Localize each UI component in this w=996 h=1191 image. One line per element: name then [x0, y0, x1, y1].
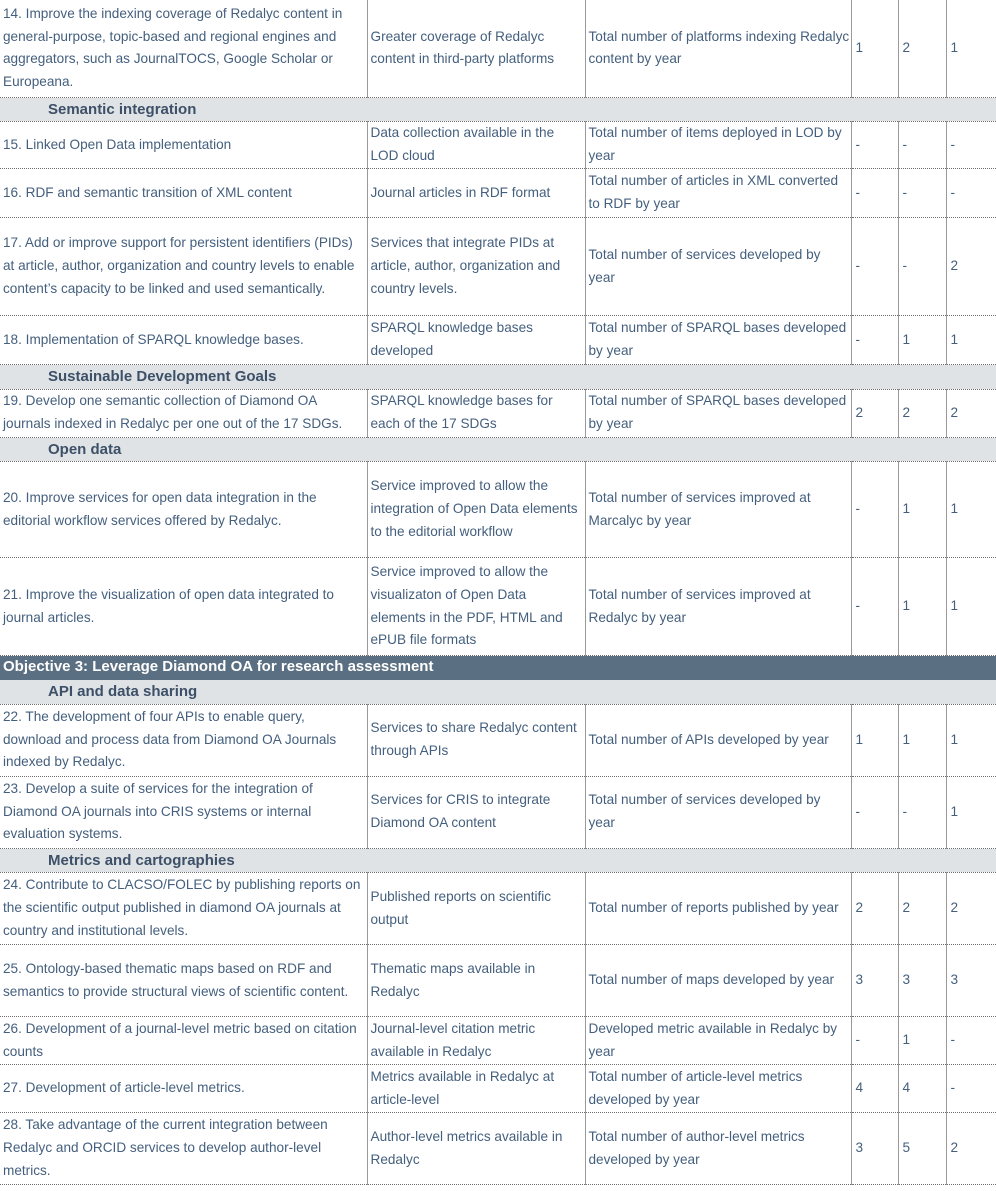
value-cell-year-1: - — [851, 1017, 898, 1065]
output-cell: Data collection available in the LOD cloud — [367, 122, 585, 169]
value-cell-year-3: 1 — [946, 704, 996, 776]
table-row — [0, 1017, 996, 1065]
value-cell-year-3: 1 — [946, 462, 996, 558]
table-row — [0, 1113, 996, 1185]
value-cell-year-3: - — [946, 1017, 996, 1065]
value-cell-year-3: 3 — [946, 945, 996, 1017]
section-title: Open data — [0, 437, 996, 462]
indicator-cell: Total number of reports published by year — [585, 873, 851, 945]
output-cell: Services that integrate PIDs at article, author, organization and country levels. — [367, 218, 585, 316]
activity-cell: 18. Implementation of SPARQL knowledge bases. — [0, 316, 367, 365]
value-cell-year-2: 2 — [898, 389, 946, 437]
table-row — [0, 169, 996, 218]
activity-cell: 28. Take advantage of the current integration between Redalyc and ORCID services to develop author-level metrics. — [0, 1113, 367, 1185]
activity-cell: 19. Develop one semantic collection of Diamond OA journals indexed in Redalyc per one out of the 17 SDGs. — [0, 389, 367, 437]
value-cell-year-3: 2 — [946, 873, 996, 945]
value-cell-year-1: - — [851, 776, 898, 848]
output-cell: Service improved to allow the integration of Open Data elements to the editorial workflow — [367, 462, 585, 558]
indicator-cell: Total number of SPARQL bases developed by year — [585, 389, 851, 437]
output-cell: Journal articles in RDF format — [367, 169, 585, 218]
indicator-cell: Total number of articles in XML converted to RDF by year — [585, 169, 851, 218]
value-cell-year-2: - — [898, 169, 946, 218]
table-row — [0, 218, 996, 316]
activity-cell: 14. Improve the indexing coverage of Redalyc content in general-purpose, topic-based and regional engines and aggregators, such as JournalTOCS, Google Scholar or Europeana. — [0, 0, 367, 97]
value-cell-year-2: 1 — [898, 462, 946, 558]
table-row — [0, 558, 996, 656]
output-cell: Journal-level citation metric available in Redalyc — [367, 1017, 585, 1065]
activity-cell: 23. Develop a suite of services for the integration of Diamond OA journals into CRIS systems or internal evaluation systems. — [0, 776, 367, 848]
value-cell-year-2: - — [898, 218, 946, 316]
value-cell-year-1: - — [851, 122, 898, 169]
section-header-row — [0, 97, 996, 122]
table-row — [0, 776, 996, 848]
value-cell-year-2: 5 — [898, 1113, 946, 1185]
table-row — [0, 945, 996, 1017]
activity-cell: 24. Contribute to CLACSO/FOLEC by publishing reports on the scientific output published in diamond OA journals at country and institutional levels. — [0, 873, 367, 945]
output-cell: Published reports on scientific output — [367, 873, 585, 945]
indicator-cell: Total number of article-level metrics developed by year — [585, 1065, 851, 1113]
indicator-cell: Total number of author-level metrics developed by year — [585, 1113, 851, 1185]
table-row — [0, 316, 996, 365]
value-cell-year-3: 2 — [946, 1113, 996, 1185]
output-cell: Service improved to allow the visualizaton of Open Data elements in the PDF, HTML and ePUB file formats — [367, 558, 585, 656]
section-title: Sustainable Development Goals — [0, 365, 996, 390]
value-cell-year-3: - — [946, 169, 996, 218]
value-cell-year-1: 1 — [851, 0, 898, 97]
section-header-row — [0, 848, 996, 873]
value-cell-year-2: 1 — [898, 1017, 946, 1065]
table-row — [0, 0, 996, 97]
table-row — [0, 122, 996, 169]
activity-cell: 25. Ontology-based thematic maps based on RDF and semantics to provide structural views of scientific content. — [0, 945, 367, 1017]
indicator-cell: Total number of items deployed in LOD by year — [585, 122, 851, 169]
indicator-cell: Total number of services improved at Marcalyc by year — [585, 462, 851, 558]
output-cell: Services for CRIS to integrate Diamond OA content — [367, 776, 585, 848]
value-cell-year-3: 2 — [946, 389, 996, 437]
value-cell-year-2: 4 — [898, 1065, 946, 1113]
value-cell-year-3: 1 — [946, 316, 996, 365]
table-row — [0, 462, 996, 558]
section-header-row — [0, 365, 996, 390]
activity-cell: 20. Improve services for open data integration in the editorial workflow services offered by Redalyc. — [0, 462, 367, 558]
value-cell-year-2: 1 — [898, 558, 946, 656]
value-cell-year-2: 1 — [898, 316, 946, 365]
value-cell-year-1: - — [851, 558, 898, 656]
value-cell-year-2: 1 — [898, 704, 946, 776]
value-cell-year-1: 1 — [851, 704, 898, 776]
value-cell-year-1: 3 — [851, 1113, 898, 1185]
output-cell: SPARQL knowledge bases for each of the 17 SDGs — [367, 389, 585, 437]
table-row — [0, 873, 996, 945]
output-cell: SPARQL knowledge bases developed — [367, 316, 585, 365]
value-cell-year-3: 1 — [946, 558, 996, 656]
table-row — [0, 389, 996, 437]
section-header-row — [0, 680, 996, 705]
indicator-cell: Total number of platforms indexing Redalyc content by year — [585, 0, 851, 97]
value-cell-year-3: 1 — [946, 776, 996, 848]
value-cell-year-2: - — [898, 122, 946, 169]
value-cell-year-1: - — [851, 462, 898, 558]
value-cell-year-2: 2 — [898, 873, 946, 945]
value-cell-year-3: 2 — [946, 218, 996, 316]
indicator-cell: Total number of maps developed by year — [585, 945, 851, 1017]
value-cell-year-1: 4 — [851, 1065, 898, 1113]
indicator-cell: Total number of services developed by year — [585, 776, 851, 848]
activity-cell: 21. Improve the visualization of open data integrated to journal articles. — [0, 558, 367, 656]
objective-title: Objective 3: Leverage Diamond OA for research assessment — [0, 656, 996, 680]
value-cell-year-1: - — [851, 169, 898, 218]
activity-cell: 15. Linked Open Data implementation — [0, 122, 367, 169]
output-cell: Thematic maps available in Redalyc — [367, 945, 585, 1017]
activity-cell: 17. Add or improve support for persistent identifiers (PIDs) at article, author, organization and country levels to enable content’s capacity to be linked and used semantically. — [0, 218, 367, 316]
value-cell-year-1: 3 — [851, 945, 898, 1017]
output-cell: Greater coverage of Redalyc content in third-party platforms — [367, 0, 585, 97]
indicator-cell: Total number of SPARQL bases developed by year — [585, 316, 851, 365]
indicator-cell: Total number of services improved at Redalyc by year — [585, 558, 851, 656]
objective-header-row — [0, 656, 996, 680]
value-cell-year-1: - — [851, 316, 898, 365]
indicator-cell: Total number of APIs developed by year — [585, 704, 851, 776]
activity-cell: 22. The development of four APIs to enable query, download and process data from Diamond OA Journals indexed by Redalyc. — [0, 704, 367, 776]
indicator-cell: Total number of services developed by year — [585, 218, 851, 316]
output-cell: Metrics available in Redalyc at article-level — [367, 1065, 585, 1113]
table-row — [0, 704, 996, 776]
output-cell: Services to share Redalyc content through APIs — [367, 704, 585, 776]
activity-cell: 16. RDF and semantic transition of XML content — [0, 169, 367, 218]
value-cell-year-1: 2 — [851, 389, 898, 437]
section-title: Semantic integration — [0, 97, 996, 122]
value-cell-year-2: 2 — [898, 0, 946, 97]
value-cell-year-3: - — [946, 1065, 996, 1113]
section-header-row — [0, 437, 996, 462]
indicator-cell: Developed metric available in Redalyc by year — [585, 1017, 851, 1065]
table-row — [0, 1065, 996, 1113]
activity-cell: 26. Development of a journal-level metric based on citation counts — [0, 1017, 367, 1065]
value-cell-year-3: - — [946, 122, 996, 169]
section-title: API and data sharing — [0, 680, 996, 705]
activity-cell: 27. Development of article-level metrics. — [0, 1065, 367, 1113]
value-cell-year-1: - — [851, 218, 898, 316]
value-cell-year-2: 3 — [898, 945, 946, 1017]
value-cell-year-3: 1 — [946, 0, 996, 97]
output-cell: Author-level metrics available in Redalyc — [367, 1113, 585, 1185]
value-cell-year-2: - — [898, 776, 946, 848]
value-cell-year-1: 2 — [851, 873, 898, 945]
section-title: Metrics and cartographies — [0, 848, 996, 873]
